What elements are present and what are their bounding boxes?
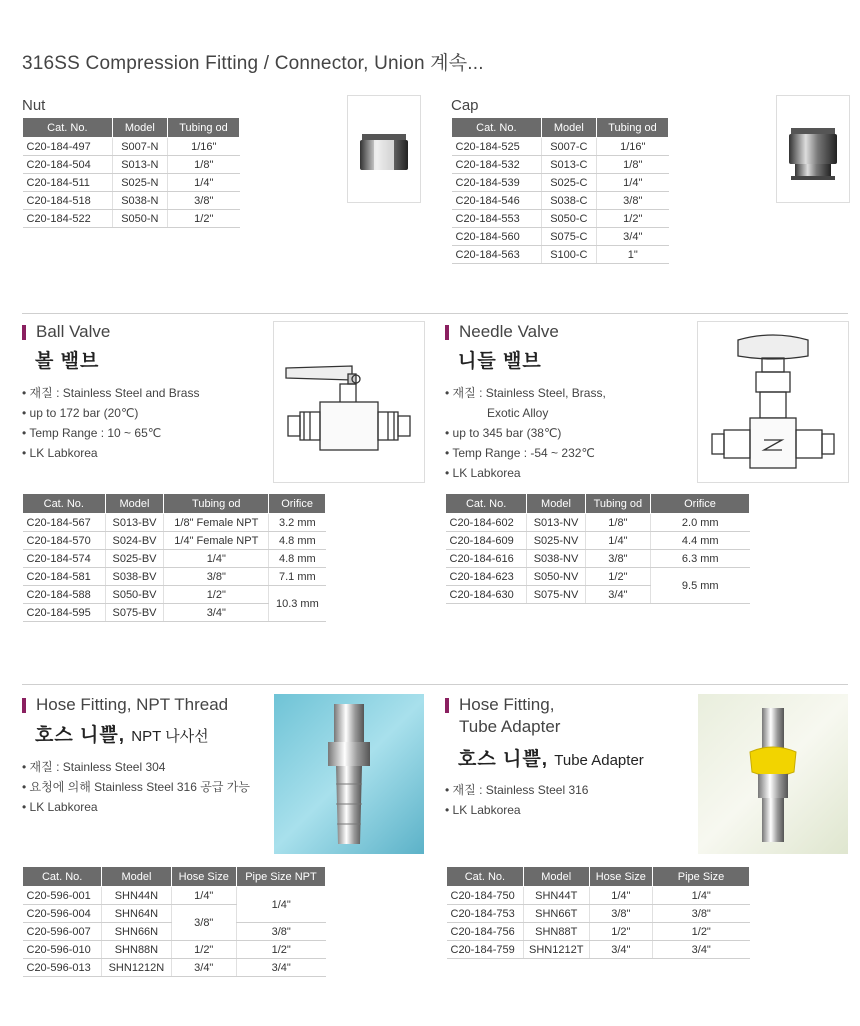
cell: 3/4" — [589, 941, 652, 959]
table-row — [452, 228, 669, 246]
cell: SHN88T — [523, 923, 589, 941]
cell: C20-184-563 — [452, 246, 542, 264]
cell: 1/4" Female NPT — [164, 532, 269, 550]
spec-item: • 요청에 의해 Stainless Steel 316 공급 가능 — [22, 777, 282, 797]
spec-item: • Temp Range : 10 ~ 65℃ — [22, 423, 262, 443]
cell: C20-184-630 — [446, 586, 527, 604]
cell: S007-N — [112, 138, 167, 156]
spec-item: • LK Labkorea — [22, 797, 282, 817]
col-header: Tubing od — [585, 494, 650, 514]
table-row — [452, 210, 669, 228]
table-row — [23, 514, 326, 532]
cell: S075-NV — [527, 586, 586, 604]
cell: 1/4" — [653, 887, 750, 905]
cell: S025-N — [112, 174, 167, 192]
cell: 1/8" — [597, 156, 669, 174]
col-header: Orifice — [651, 494, 750, 514]
table-row — [23, 887, 326, 905]
cell: S075-C — [541, 228, 596, 246]
cell: SHN44N — [102, 887, 171, 905]
col-header: Pipe Size NPT — [236, 867, 325, 887]
cell: C20-184-518 — [23, 192, 113, 210]
ko-title-small: Tube Adapter — [554, 752, 644, 769]
cell: 3/8" — [164, 568, 269, 586]
cell: 1/8" Female NPT — [164, 514, 269, 532]
cell: C20-184-753 — [447, 905, 524, 923]
cell: SHN1212T — [523, 941, 589, 959]
cell: C20-184-560 — [452, 228, 542, 246]
needle-valve-ko-title: 니들 밸브 — [458, 351, 542, 372]
needle-valve-table — [445, 493, 750, 604]
cell: 3/8" — [168, 192, 240, 210]
cell: S038-BV — [105, 568, 164, 586]
col-header: Cat. No. — [23, 494, 106, 514]
cell: C20-184-497 — [23, 138, 113, 156]
table-row — [23, 138, 240, 156]
spec-item: • Temp Range : -54 ~ 232℃ — [445, 443, 685, 463]
cell: 1/4" — [168, 174, 240, 192]
cell: 2.0 mm — [651, 514, 750, 532]
cell: 1/16" — [597, 138, 669, 156]
col-header: Model — [102, 867, 171, 887]
hose-tube-table — [446, 866, 750, 959]
col-header: Tubing od — [597, 118, 669, 138]
divider — [22, 684, 848, 685]
cell: SHN44T — [523, 887, 589, 905]
hose-npt-ko-title — [35, 720, 209, 747]
col-header: Hose Size — [171, 867, 236, 887]
hose-tube-ko-title — [458, 744, 644, 771]
cell: 3/4" — [585, 586, 650, 604]
cell: S025-NV — [527, 532, 586, 550]
spec-item: • up to 345 bar (38℃) — [445, 423, 685, 443]
cell: SHN1212N — [102, 959, 171, 977]
cell: 1/4" — [597, 174, 669, 192]
cell: C20-184-504 — [23, 156, 113, 174]
cell: C20-184-595 — [23, 604, 106, 622]
cell: 9.5 mm — [651, 568, 750, 604]
hose-tube-photo — [698, 694, 848, 854]
table-row — [452, 138, 669, 156]
ball-valve-image — [273, 321, 425, 483]
cell: S025-C — [541, 174, 596, 192]
table-row — [23, 532, 326, 550]
cell: S100-C — [541, 246, 596, 264]
table-row — [23, 941, 326, 959]
cell: 3/8" — [585, 550, 650, 568]
cell: C20-596-010 — [23, 941, 102, 959]
cell: C20-184-570 — [23, 532, 106, 550]
table-row — [23, 156, 240, 174]
cell: 3/8" — [597, 192, 669, 210]
cell: S024-BV — [105, 532, 164, 550]
cell: 3/4" — [597, 228, 669, 246]
table-row — [446, 532, 750, 550]
table-row — [446, 550, 750, 568]
cell: 1/2" — [653, 923, 750, 941]
cell: C20-184-532 — [452, 156, 542, 174]
col-header: Cat. No. — [23, 118, 113, 138]
hose-npt-photo — [274, 694, 424, 854]
cap-image — [776, 95, 850, 203]
cell: S075-BV — [105, 604, 164, 622]
table-row — [23, 210, 240, 228]
col-header: Orifice — [269, 494, 326, 514]
cell: S050-N — [112, 210, 167, 228]
cell: C20-184-511 — [23, 174, 113, 192]
cell: 3/4" — [653, 941, 750, 959]
cell: S025-BV — [105, 550, 164, 568]
col-header: Cat. No. — [23, 867, 102, 887]
ball-valve-table — [22, 493, 326, 622]
cell: C20-184-525 — [452, 138, 542, 156]
ko-title-text: 호스 니쁠, — [458, 749, 548, 770]
col-header: Model — [541, 118, 596, 138]
spec-item: • 재질 : Stainless Steel 304 — [22, 757, 282, 777]
cell: 1/16" — [168, 138, 240, 156]
cell: 3/4" — [236, 959, 325, 977]
cell: 3/8" — [236, 923, 325, 941]
spec-item: • LK Labkorea — [445, 463, 685, 483]
spec-item: Exotic Alloy — [487, 406, 549, 420]
table-row — [23, 568, 326, 586]
cell: C20-184-623 — [446, 568, 527, 586]
cell: 4.8 mm — [269, 532, 326, 550]
cell: SHN88N — [102, 941, 171, 959]
cell: SHN64N — [102, 905, 171, 923]
cell: 1/2" — [164, 586, 269, 604]
cell: 3/8" — [589, 905, 652, 923]
cell: 1/4" — [236, 887, 325, 923]
ball-valve-specs — [22, 383, 262, 463]
cell: S013-BV — [105, 514, 164, 532]
cell: 1/2" — [589, 923, 652, 941]
cell: 3.2 mm — [269, 514, 326, 532]
col-header: Cat. No. — [452, 118, 542, 138]
table-row — [447, 941, 750, 959]
col-header: Model — [523, 867, 589, 887]
cell: C20-184-567 — [23, 514, 106, 532]
ball-valve-ko-title: 볼 밸브 — [35, 351, 100, 372]
cell: C20-184-616 — [446, 550, 527, 568]
hose-npt-table — [22, 866, 326, 977]
needle-valve-image — [697, 321, 849, 483]
col-header: Tubing od — [168, 118, 240, 138]
hose-npt-specs — [22, 757, 282, 817]
table-row — [23, 959, 326, 977]
spec-item: • LK Labkorea — [445, 800, 685, 820]
col-header: Pipe Size — [653, 867, 750, 887]
cell: S007-C — [541, 138, 596, 156]
cell: S038-C — [541, 192, 596, 210]
cap-title: Cap — [451, 97, 479, 114]
table-row — [446, 514, 750, 532]
cell: C20-184-609 — [446, 532, 527, 550]
cell: C20-184-759 — [447, 941, 524, 959]
col-header: Cat. No. — [446, 494, 527, 514]
spec-item: • LK Labkorea — [22, 443, 262, 463]
ko-title-text: 호스 니쁠, — [35, 725, 125, 746]
col-header: Cat. No. — [447, 867, 524, 887]
cell: S013-NV — [527, 514, 586, 532]
cap-table — [451, 117, 669, 264]
cell: 4.4 mm — [651, 532, 750, 550]
needle-valve-title: Needle Valve — [445, 322, 559, 342]
cell: 1/4" — [589, 887, 652, 905]
table-row — [446, 568, 750, 586]
page-title: 316SS Compression Fitting / Connector, Union 계속... — [22, 53, 484, 74]
hose-tube-title: Hose Fitting, — [445, 695, 554, 715]
col-header: Tubing od — [164, 494, 269, 514]
cell: 1/8" — [585, 514, 650, 532]
ko-title-small: NPT 나사선 — [131, 728, 209, 745]
nut-table — [22, 117, 240, 228]
cell: 1/4" — [585, 532, 650, 550]
cell: 1/2" — [171, 941, 236, 959]
cell: 1/2" — [585, 568, 650, 586]
col-header: Model — [527, 494, 586, 514]
cell: C20-184-574 — [23, 550, 106, 568]
table-row — [23, 586, 326, 604]
cell: 3/8" — [653, 905, 750, 923]
cell: 3/8" — [171, 905, 236, 941]
table-row — [23, 550, 326, 568]
col-header: Hose Size — [589, 867, 652, 887]
hose-tube-title-line2: Tube Adapter — [459, 717, 561, 736]
cell: C20-184-588 — [23, 586, 106, 604]
spec-item: • up to 172 bar (20℃) — [22, 403, 262, 423]
table-row — [23, 192, 240, 210]
cell: C20-184-546 — [452, 192, 542, 210]
cell: S050-C — [541, 210, 596, 228]
ball-valve-title: Ball Valve — [22, 322, 110, 342]
cell: SHN66N — [102, 923, 171, 941]
cell: S050-NV — [527, 568, 586, 586]
table-row — [447, 923, 750, 941]
cell: 1/4" — [164, 550, 269, 568]
cell: 4.8 mm — [269, 550, 326, 568]
table-row — [452, 174, 669, 192]
table-row — [447, 887, 750, 905]
col-header: Model — [105, 494, 164, 514]
cell: C20-596-013 — [23, 959, 102, 977]
cell: 6.3 mm — [651, 550, 750, 568]
cell: 1/2" — [597, 210, 669, 228]
cell: C20-184-602 — [446, 514, 527, 532]
cell: 3/4" — [164, 604, 269, 622]
cell: 7.1 mm — [269, 568, 326, 586]
hose-tube-specs — [445, 780, 685, 820]
cell: SHN66T — [523, 905, 589, 923]
cell: C20-184-539 — [452, 174, 542, 192]
table-row — [447, 905, 750, 923]
divider — [22, 313, 848, 314]
cell: C20-596-004 — [23, 905, 102, 923]
nut-image — [347, 95, 421, 203]
spec-item: • 재질 : Stainless Steel, Brass, — [445, 383, 685, 403]
cell: C20-184-750 — [447, 887, 524, 905]
cell: C20-184-581 — [23, 568, 106, 586]
needle-valve-specs — [445, 383, 685, 483]
cell: S013-N — [112, 156, 167, 174]
cell: C20-596-007 — [23, 923, 102, 941]
hose-npt-title: Hose Fitting, NPT Thread — [22, 695, 228, 715]
table-row — [23, 174, 240, 192]
table-row — [452, 192, 669, 210]
col-header: Model — [112, 118, 167, 138]
table-row — [452, 246, 669, 264]
cell: C20-184-522 — [23, 210, 113, 228]
cell: S050-BV — [105, 586, 164, 604]
spec-item: • 재질 : Stainless Steel 316 — [445, 780, 685, 800]
cell: 1/2" — [168, 210, 240, 228]
cell: C20-596-001 — [23, 887, 102, 905]
nut-title: Nut — [22, 97, 46, 114]
cell: S013-C — [541, 156, 596, 174]
cell: 1/4" — [171, 887, 236, 905]
cell: 1" — [597, 246, 669, 264]
table-row — [452, 156, 669, 174]
spec-item: • 재질 : Stainless Steel and Brass — [22, 383, 262, 403]
cell: C20-184-553 — [452, 210, 542, 228]
cell: 10.3 mm — [269, 586, 326, 622]
cell: 1/8" — [168, 156, 240, 174]
cell: S038-NV — [527, 550, 586, 568]
cell: 1/2" — [236, 941, 325, 959]
cell: S038-N — [112, 192, 167, 210]
cell: 3/4" — [171, 959, 236, 977]
cell: C20-184-756 — [447, 923, 524, 941]
